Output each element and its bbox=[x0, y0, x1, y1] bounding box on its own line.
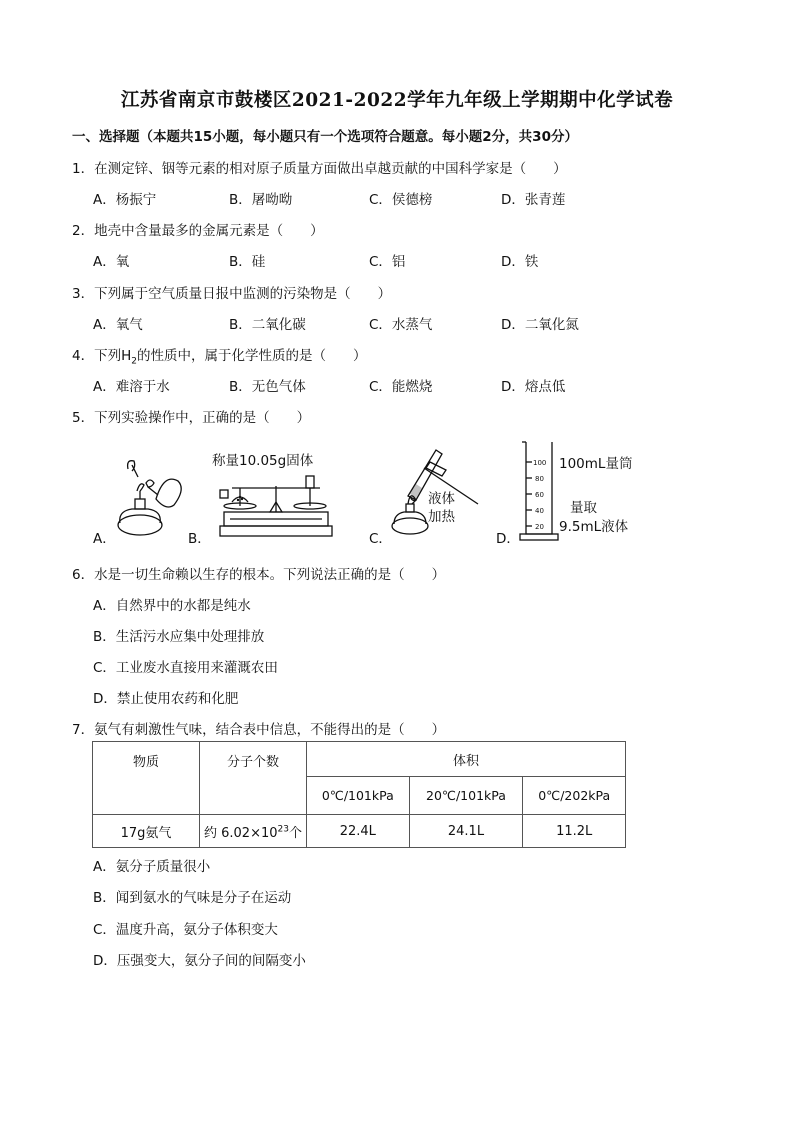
figure-d-label-volume: 9.5mL液体 bbox=[559, 519, 629, 535]
option-b: B．硅 bbox=[229, 254, 266, 270]
tick-100: 100 bbox=[533, 459, 547, 467]
tick-20: 20 bbox=[535, 523, 544, 531]
molecules-unit: 个 bbox=[288, 825, 302, 841]
option-c: C．铝 bbox=[369, 254, 406, 270]
question-1-stem: 1．在测定锌、铟等元素的相对原子质量方面做出卓越贡献的中国科学家是（ ） bbox=[72, 161, 567, 177]
header-substance: 物质 bbox=[93, 742, 200, 815]
condition-3: 0℃/202kPa bbox=[523, 777, 626, 815]
balance-figure bbox=[210, 466, 340, 546]
option-a: A．难溶于水 bbox=[93, 379, 170, 395]
option-d: D．熔点低 bbox=[501, 379, 566, 395]
question-5-stem: 5．下列实验操作中，正确的是（ ） bbox=[72, 410, 311, 426]
molecules-text: 约 6.02×10 bbox=[204, 825, 278, 841]
option-c: C．水蒸气 bbox=[369, 317, 433, 333]
question-7-stem: 7．氨气有刺激性气味，结合表中信息，不能得出的是（ ） bbox=[72, 722, 446, 738]
ammonia-table bbox=[92, 741, 626, 848]
option-b: B．二氧化碳 bbox=[229, 317, 306, 333]
tick-60: 60 bbox=[535, 491, 544, 499]
option-c: C． bbox=[369, 531, 392, 547]
option-a: A．自然界中的水都是纯水 bbox=[93, 598, 251, 614]
stem-text: 的性质中，属于化学性质的是（ ） bbox=[136, 348, 367, 364]
option-c: C．温度升高，氨分子体积变大 bbox=[93, 922, 278, 938]
option-d: D．禁止使用农药和化肥 bbox=[93, 691, 239, 707]
option-a: A． bbox=[93, 531, 116, 547]
option-b: B．屠呦呦 bbox=[229, 192, 293, 208]
option-a: A．氨分子质量很小 bbox=[93, 859, 211, 875]
option-d: D．压强变大，氨分子间的间隔变小 bbox=[93, 953, 306, 969]
volume-3: 11.2L bbox=[523, 815, 626, 848]
option-d: D．二氧化氮 bbox=[501, 317, 579, 333]
option-b: B．生活污水应集中处理排放 bbox=[93, 629, 265, 645]
option-d: D． bbox=[496, 531, 520, 547]
tick-40: 40 bbox=[535, 507, 544, 515]
graduated-cylinder-figure bbox=[518, 440, 560, 544]
option-c: C．能燃烧 bbox=[369, 379, 433, 395]
question-6-stem: 6．水是一切生命赖以生存的根本。下列说法正确的是（ ） bbox=[72, 567, 446, 583]
condition-2: 20℃/101kPa bbox=[409, 777, 523, 815]
subscript: 2 bbox=[131, 356, 137, 367]
option-a: A．杨振宁 bbox=[93, 192, 157, 208]
condition-1: 0℃/101kPa bbox=[307, 777, 410, 815]
option-c: C．工业废水直接用来灌溉农田 bbox=[93, 660, 278, 676]
option-b: B．闻到氨水的气味是分子在运动 bbox=[93, 890, 292, 906]
question-3-stem: 3．下列属于空气质量日报中监测的污染物是（ ） bbox=[72, 286, 392, 302]
alcohol-lamp-figure bbox=[108, 455, 188, 545]
volume-1: 22.4L bbox=[307, 815, 410, 848]
row-molecules bbox=[200, 815, 307, 848]
row-substance: 17g氨气 bbox=[93, 815, 200, 848]
option-d: D．张青莲 bbox=[501, 192, 566, 208]
header-molecules: 分子个数 bbox=[200, 742, 307, 815]
option-a: A．氧气 bbox=[93, 317, 143, 333]
superscript: 23 bbox=[277, 824, 289, 835]
question-4-stem bbox=[72, 344, 366, 367]
stem-text: 4．下列H bbox=[72, 348, 132, 364]
figure-b-label: 称量10.05g固体 bbox=[212, 453, 314, 469]
tick-80: 80 bbox=[535, 475, 544, 483]
option-b: B． bbox=[188, 531, 211, 547]
question-2-stem: 2．地壳中含量最多的金属元素是（ ） bbox=[72, 223, 324, 239]
option-c: C．侯德榜 bbox=[369, 192, 433, 208]
volume-2: 24.1L bbox=[409, 815, 523, 848]
header-volume: 体积 bbox=[307, 742, 626, 777]
figure-d-label-cylinder: 100mL量筒 bbox=[559, 456, 633, 472]
figure-c-label-heat: 加热 bbox=[428, 509, 455, 525]
section-heading: 一、选择题（本题共15小题，每小题只有一个选项符合题意。每小题2分，共30分） bbox=[72, 129, 578, 145]
figure-c-label-liquid: 液体 bbox=[428, 491, 455, 507]
page-title: 江苏省南京市鼓楼区2021-2022学年九年级上学期期中化学试卷 bbox=[120, 90, 674, 111]
figure-d-label-measure: 量取 bbox=[570, 500, 597, 516]
option-d: D．铁 bbox=[501, 254, 539, 270]
option-b: B．无色气体 bbox=[229, 379, 306, 395]
option-a: A．氧 bbox=[93, 254, 130, 270]
